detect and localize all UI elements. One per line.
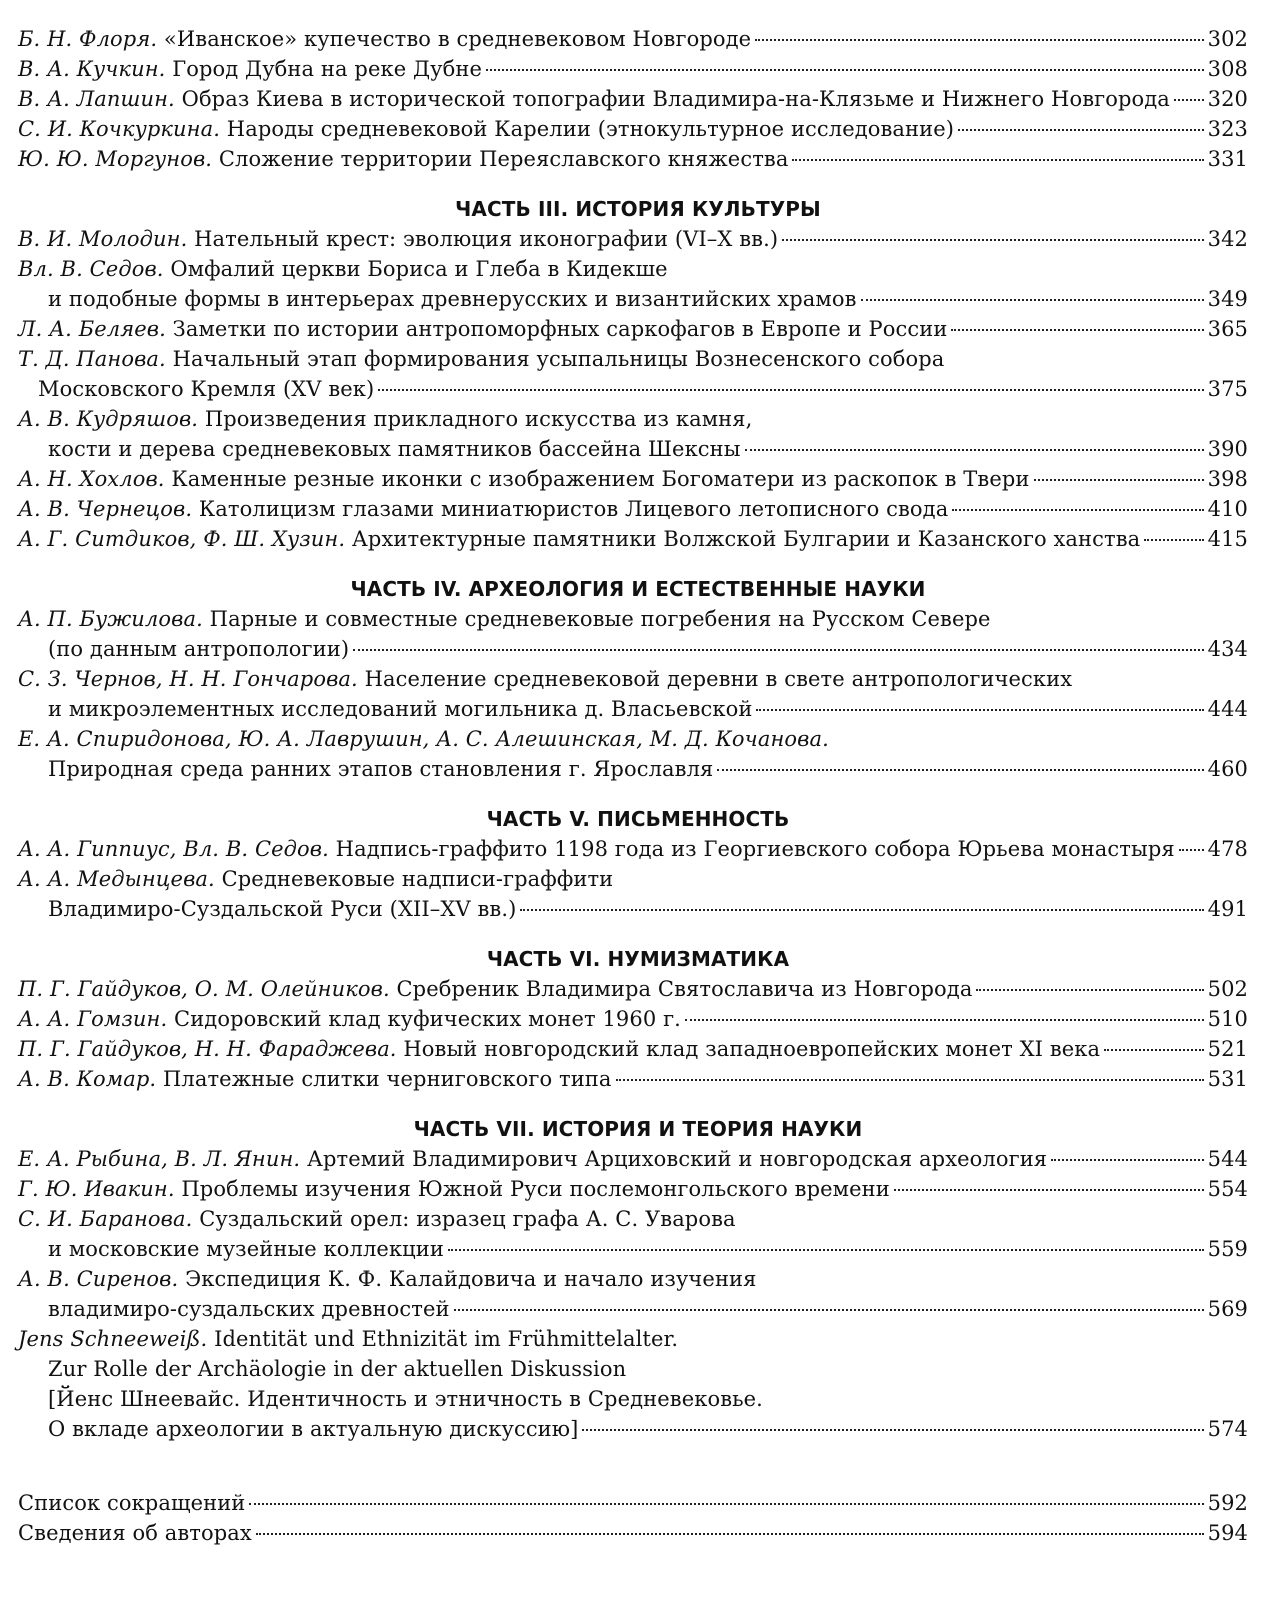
toc-entry: [18, 604, 1248, 634]
dot-leader: [861, 299, 1204, 301]
entry-title: Сложение территории Переяславского княжества: [218, 147, 789, 171]
dot-leader: [378, 389, 1203, 391]
page-number: 302: [1207, 27, 1248, 51]
entry-title: кости и дерева средневековых памятников бассейна Шексны: [48, 437, 741, 461]
toc-entry-continuation: [18, 1354, 1248, 1384]
page-number: 444: [1207, 697, 1248, 721]
page-number: 410: [1207, 497, 1248, 521]
toc-entry-continuation: [18, 1294, 1248, 1324]
entry-author: В. А. Кучкин.: [18, 57, 166, 81]
toc-entry: [18, 524, 1248, 554]
entry-author: Т. Д. Панова.: [18, 347, 166, 371]
entry-title: Zur Rolle der Archäologie in der aktuellen Diskussion: [48, 1357, 627, 1381]
entry-title: Средневековые надписи-граффити: [221, 867, 614, 891]
toc-entry-continuation: [18, 1384, 1248, 1414]
dot-leader: [952, 509, 1203, 511]
entry-title: Надпись-граффито 1198 года из Георгиевского собора Юрьева монастыря: [335, 837, 1175, 861]
entry-title: Московского Кремля (XV век): [38, 377, 375, 401]
entry-title: Каменные резные иконки с изображением Богоматери из раскопок в Твери: [171, 467, 1030, 491]
toc-entry-continuation: [18, 694, 1248, 724]
toc-entry: [18, 1004, 1248, 1034]
table-of-contents: [18, 24, 1248, 1548]
entry-title: Католицизм глазами миниатюристов Лицевого летописного свода: [198, 497, 949, 521]
page-number: 390: [1207, 437, 1248, 461]
entry-title: Сребреник Владимира Святославича из Новгорода: [396, 977, 973, 1001]
entry-title: Омфалий церкви Бориса и Глеба в Кидекше: [170, 257, 668, 281]
entry-author: Л. А. Беляев.: [18, 317, 166, 341]
toc-entry: [18, 1264, 1248, 1294]
toc-entry: [18, 24, 1248, 54]
entry-title: Население средневековой деревни в свете антропологических: [364, 667, 1073, 691]
page-number: 308: [1207, 57, 1248, 81]
section-heading: ЧАСТЬ IV. АРХЕОЛОГИЯ И ЕСТЕСТВЕННЫЕ НАУКИ: [350, 577, 926, 601]
entry-author: Б. Н. Флоря.: [18, 27, 158, 51]
toc-entry-continuation: [18, 1414, 1248, 1444]
entry-title: О вкладе археологии в актуальную дискуссию]: [48, 1417, 579, 1441]
entry-author: Ю. Ю. Моргунов.: [18, 147, 213, 171]
entry-title: Новый новгородский клад западноевропейских монет XI века: [403, 1037, 1101, 1061]
entry-author: Г. Ю. Ивакин.: [18, 1177, 175, 1201]
entry-author: А. В. Сиренов.: [18, 1267, 179, 1291]
toc-entry: [18, 224, 1248, 254]
toc-entry-continuation: [18, 374, 1248, 404]
dot-leader: [256, 1533, 1204, 1535]
entry-title: Природная среда ранних этапов становления г. Ярославля: [48, 757, 714, 781]
entry-title: Заметки по истории антропоморфных саркофагов в Европе и России: [172, 317, 948, 341]
entry-author: А. А. Гомзин.: [18, 1007, 168, 1031]
dot-leader: [486, 69, 1204, 71]
entry-author: А. А. Гиппиус, Вл. В. Седов.: [18, 837, 329, 861]
dot-leader: [1051, 1159, 1203, 1161]
dot-leader: [1034, 479, 1204, 481]
toc-entry: [18, 144, 1248, 174]
dot-leader: [782, 239, 1203, 241]
section-heading: ЧАСТЬ III. ИСТОРИЯ КУЛЬТУРЫ: [455, 197, 821, 221]
toc-entry: [18, 404, 1248, 434]
entry-title: Владимиро-Суздальской Руси (XII–XV вв.): [48, 897, 517, 921]
page-number: 415: [1207, 527, 1248, 551]
page-number: 349: [1207, 287, 1248, 311]
page-number: 502: [1207, 977, 1248, 1001]
toc-entry-continuation: [18, 434, 1248, 464]
page-number: 491: [1207, 897, 1248, 921]
entry-title: Список сокращений: [18, 1491, 246, 1515]
page-number: 544: [1207, 1147, 1248, 1171]
page-number: 320: [1207, 87, 1248, 111]
dot-leader: [685, 1019, 1204, 1021]
page-number: 559: [1207, 1237, 1248, 1261]
entry-author: А. В. Кудряшов.: [18, 407, 199, 431]
page-number: 342: [1207, 227, 1248, 251]
toc-entry: [18, 344, 1248, 374]
entry-title: Город Дубна на реке Дубне: [172, 57, 482, 81]
dot-leader: [1179, 849, 1204, 851]
page-number: 554: [1207, 1177, 1248, 1201]
entry-title: Произведения прикладного искусства из камня,: [204, 407, 753, 431]
page-number: 331: [1207, 147, 1248, 171]
toc-entry: [18, 724, 1248, 754]
dot-leader: [1144, 539, 1203, 541]
page-number: 521: [1207, 1037, 1248, 1061]
page-number: 594: [1207, 1521, 1248, 1545]
entry-author: Е. А. Рыбина, В. Л. Янин.: [18, 1147, 301, 1171]
toc-entry: [18, 84, 1248, 114]
page-number: 531: [1207, 1067, 1248, 1091]
entry-title: Суздальский орел: изразец графа А. С. Уварова: [199, 1207, 736, 1231]
toc-entry-continuation: [18, 754, 1248, 784]
toc-entry: [18, 1034, 1248, 1064]
toc-entry-continuation: [18, 284, 1248, 314]
dot-leader: [976, 989, 1203, 991]
dot-leader: [448, 1249, 1204, 1251]
toc-entry: [18, 1324, 1248, 1354]
toc-entry: [18, 664, 1248, 694]
entry-title: и московские музейные коллекции: [48, 1237, 444, 1261]
entry-title: (по данным антропологии): [48, 637, 350, 661]
entry-title: [Йенс Шнеевайс. Идентичность и этничность в Средневековье.: [48, 1387, 763, 1411]
entry-author: В. А. Лапшин.: [18, 87, 175, 111]
entry-title: Народы средневековой Карелии (этнокультурное исследование): [226, 117, 955, 141]
entry-author: С. И. Баранова.: [18, 1207, 193, 1231]
dot-leader: [1104, 1049, 1203, 1051]
page-number: 478: [1207, 837, 1248, 861]
section-heading: ЧАСТЬ V. ПИСЬМЕННОСТЬ: [486, 807, 790, 831]
dot-leader: [755, 39, 1203, 41]
spacer: [18, 1444, 1248, 1488]
entry-author: Jens Schneeweiß.: [18, 1327, 208, 1351]
toc-entry: [18, 974, 1248, 1004]
entry-author: П. Г. Гайдуков, О. М. Олейников.: [18, 977, 390, 1001]
page-number: 510: [1207, 1007, 1248, 1031]
entry-title: Начальный этап формирования усыпальницы Вознесенского собора: [172, 347, 945, 371]
entry-title: Артемий Владимирович Арциховский и новгородская археология: [306, 1147, 1048, 1171]
entry-title: Нательный крест: эволюция иконографии (VI–X вв.): [194, 227, 779, 251]
toc-entry: [18, 1064, 1248, 1094]
toc-entry-continuation: [18, 1234, 1248, 1264]
entry-author: А. П. Бужилова.: [18, 607, 203, 631]
entry-title: и подобные формы в интерьерах древнерусских и византийских храмов: [48, 287, 857, 311]
toc-entry: [18, 54, 1248, 84]
toc-entry: [18, 254, 1248, 284]
toc-entry: [18, 1488, 1248, 1518]
page-number: 398: [1207, 467, 1248, 491]
entry-title: Архитектурные памятники Волжской Булгарии и Казанского ханства: [351, 527, 1141, 551]
entry-title: Образ Киева в исторической топографии Владимира-на-Клязьме и Нижнего Новгорода: [181, 87, 1170, 111]
entry-title: Проблемы изучения Южной Руси послемонгольского времени: [181, 1177, 890, 1201]
toc-entry-continuation: [18, 634, 1248, 664]
entry-title: Экспедиция К. Ф. Калайдовича и начало изучения: [185, 1267, 757, 1291]
dot-leader: [454, 1309, 1204, 1311]
dot-leader: [717, 769, 1203, 771]
entry-author: А. Н. Хохлов.: [18, 467, 165, 491]
entry-title: владимиро-суздальских древностей: [48, 1297, 450, 1321]
entry-title: и микроэлементных исследований могильника д. Власьевской: [48, 697, 753, 721]
entry-title: Identität und Ethnizität im Frühmittelalter.: [214, 1327, 679, 1351]
dot-leader: [958, 129, 1204, 131]
toc-entry: [18, 464, 1248, 494]
page-number: 365: [1207, 317, 1248, 341]
page-number: 592: [1207, 1491, 1248, 1515]
toc-entry: [18, 494, 1248, 524]
page-number: 323: [1207, 117, 1248, 141]
entry-author: П. Г. Гайдуков, Н. Н. Фараджева.: [18, 1037, 397, 1061]
page-number: 460: [1207, 757, 1248, 781]
toc-entry: [18, 834, 1248, 864]
dot-leader: [894, 1189, 1204, 1191]
entry-title: Сведения об авторах: [18, 1521, 252, 1545]
dot-leader: [616, 1079, 1204, 1081]
dot-leader: [756, 709, 1203, 711]
toc-entry: [18, 1174, 1248, 1204]
entry-title: Сидоровский клад куфических монет 1960 г.: [174, 1007, 681, 1031]
page-number: 574: [1207, 1417, 1248, 1441]
entry-author: А. А. Медынцева.: [18, 867, 215, 891]
toc-entry-continuation: [18, 894, 1248, 924]
entry-author: Вл. В. Седов.: [18, 257, 164, 281]
page-number: 434: [1207, 637, 1248, 661]
entry-title: Платежные слитки черниговского типа: [162, 1067, 612, 1091]
entry-title: «Иванское» купечество в средневековом Новгороде: [163, 27, 752, 51]
toc-entry: [18, 1204, 1248, 1234]
entry-author: А. В. Комар.: [18, 1067, 157, 1091]
section-heading: ЧАСТЬ VII. ИСТОРИЯ И ТЕОРИЯ НАУКИ: [413, 1117, 863, 1141]
entry-author: А. Г. Ситдиков, Ф. Ш. Хузин.: [18, 527, 346, 551]
page-number: 569: [1207, 1297, 1248, 1321]
toc-entry: [18, 314, 1248, 344]
entry-author: С. И. Кочкуркина.: [18, 117, 220, 141]
entry-author: Е. А. Спиридонова, Ю. А. Лаврушин, А. С. Алешинская, М. Д. Кочанова.: [18, 727, 829, 751]
toc-entry: [18, 1144, 1248, 1174]
dot-leader: [582, 1429, 1203, 1431]
dot-leader: [1174, 99, 1204, 101]
section-heading: ЧАСТЬ VI. НУМИЗМАТИКА: [486, 947, 790, 971]
dot-leader: [520, 909, 1203, 911]
page-number: 375: [1207, 377, 1248, 401]
toc-entry: [18, 1518, 1248, 1548]
entry-author: А. В. Чернецов.: [18, 497, 193, 521]
toc-entry: [18, 114, 1248, 144]
entry-title: Парные и совместные средневековые погребения на Русском Севере: [209, 607, 991, 631]
dot-leader: [745, 449, 1204, 451]
dot-leader: [792, 159, 1203, 161]
dot-leader: [951, 329, 1203, 331]
dot-leader: [353, 649, 1204, 651]
toc-entry: [18, 864, 1248, 894]
dot-leader: [249, 1503, 1203, 1505]
entry-author: С. З. Чернов, Н. Н. Гончарова.: [18, 667, 358, 691]
entry-author: В. И. Молодин.: [18, 227, 188, 251]
